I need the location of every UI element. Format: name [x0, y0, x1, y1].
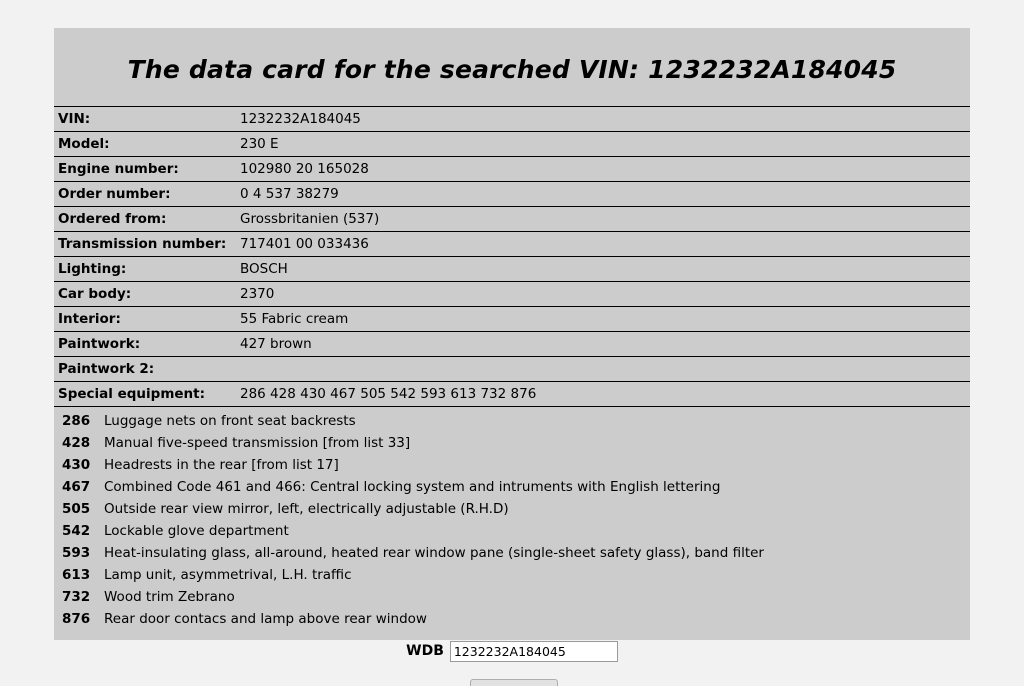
equipment-description: Luggage nets on front seat backrests: [104, 413, 356, 429]
field-label: Order number:: [58, 186, 171, 202]
table-row: [54, 182, 970, 207]
field-value: 230 E: [240, 136, 279, 152]
list-item: [54, 520, 970, 542]
list-item: [54, 564, 970, 586]
field-value: Grossbritanien (537): [240, 211, 380, 227]
list-item: [54, 498, 970, 520]
field-value: BOSCH: [240, 261, 288, 277]
submit-button[interactable]: [470, 679, 558, 686]
field-value: 102980 20 165028: [240, 161, 369, 177]
vehicle-details-body: [54, 107, 970, 408]
equipment-description: Lamp unit, asymmetrival, L.H. traffic: [104, 567, 352, 583]
equipment-description: Heat-insulating glass, all-around, heated rear window pane (single-sheet safety glass), band filter: [104, 545, 764, 561]
vehicle-details-table: [54, 106, 970, 407]
equipment-code: 542: [62, 523, 91, 539]
table-row: [54, 307, 970, 332]
equipment-code: 876: [62, 611, 91, 627]
list-item: [54, 542, 970, 564]
table-row: [54, 232, 970, 257]
field-label: Ordered from:: [58, 211, 167, 227]
equipment-description: Manual five-speed transmission [from list 33]: [104, 435, 411, 451]
table-row: [54, 132, 970, 157]
equipment-description: Outside rear view mirror, left, electrically adjustable (R.H.D): [104, 501, 509, 517]
table-row: [54, 257, 970, 282]
list-item: [54, 586, 970, 608]
list-item: [54, 432, 970, 454]
equipment-code: 286: [62, 413, 91, 429]
list-item: [54, 608, 970, 630]
equipment-description: Lockable glove department: [104, 523, 289, 539]
equipment-description: Rear door contacs and lamp above rear window: [104, 611, 427, 627]
vin-input[interactable]: [450, 641, 618, 662]
equipment-code: 428: [62, 435, 91, 451]
equipment-code: 593: [62, 545, 91, 561]
vin-search-form: [0, 640, 1024, 662]
field-value: 427 brown: [240, 336, 312, 352]
field-label: Car body:: [58, 286, 132, 302]
equipment-code: 732: [62, 589, 91, 605]
field-value: 2370: [240, 286, 275, 302]
table-row: [54, 207, 970, 232]
data-card: [54, 28, 970, 640]
equipment-code: 467: [62, 479, 91, 495]
wdb-prefix-label: WDB: [406, 643, 444, 659]
equipment-code: 613: [62, 567, 91, 583]
equipment-description: Combined Code 461 and 466: Central locking system and intruments with English lettering: [104, 479, 721, 495]
table-row: [54, 107, 970, 132]
equipment-description: Headrests in the rear [from list 17]: [104, 457, 339, 473]
field-label: VIN:: [58, 111, 91, 127]
field-label: Model:: [58, 136, 110, 152]
list-item: [54, 410, 970, 432]
table-row: [54, 332, 970, 357]
equipment-code: 505: [62, 501, 91, 517]
table-row: [54, 157, 970, 182]
page-title: The data card for the searched VIN: 1232232A184045: [127, 55, 897, 84]
field-label: Lighting:: [58, 261, 127, 277]
equipment-description: Wood trim Zebrano: [104, 589, 235, 605]
special-equipment-list: [54, 407, 970, 640]
list-item: [54, 476, 970, 498]
field-value: 717401 00 033436: [240, 236, 369, 252]
field-label: Paintwork:: [58, 336, 141, 352]
field-value: [238, 357, 970, 382]
field-label: Interior:: [58, 311, 121, 327]
field-label: Paintwork 2:: [58, 361, 155, 377]
equipment-code: 430: [62, 457, 91, 473]
field-value: 55 Fabric cream: [240, 311, 349, 327]
field-value: 0 4 537 38279: [240, 186, 339, 202]
table-row: [54, 282, 970, 307]
field-value: 1232232A184045: [240, 111, 361, 127]
table-row: [54, 357, 970, 382]
table-row: [54, 382, 970, 407]
field-label: Special equipment:: [58, 386, 206, 402]
vin-search-row: [406, 641, 618, 662]
field-value: 286 428 430 467 505 542 593 613 732 876: [240, 386, 537, 402]
list-item: [54, 454, 970, 476]
field-label: Transmission number:: [58, 236, 227, 252]
field-label: Engine number:: [58, 161, 179, 177]
